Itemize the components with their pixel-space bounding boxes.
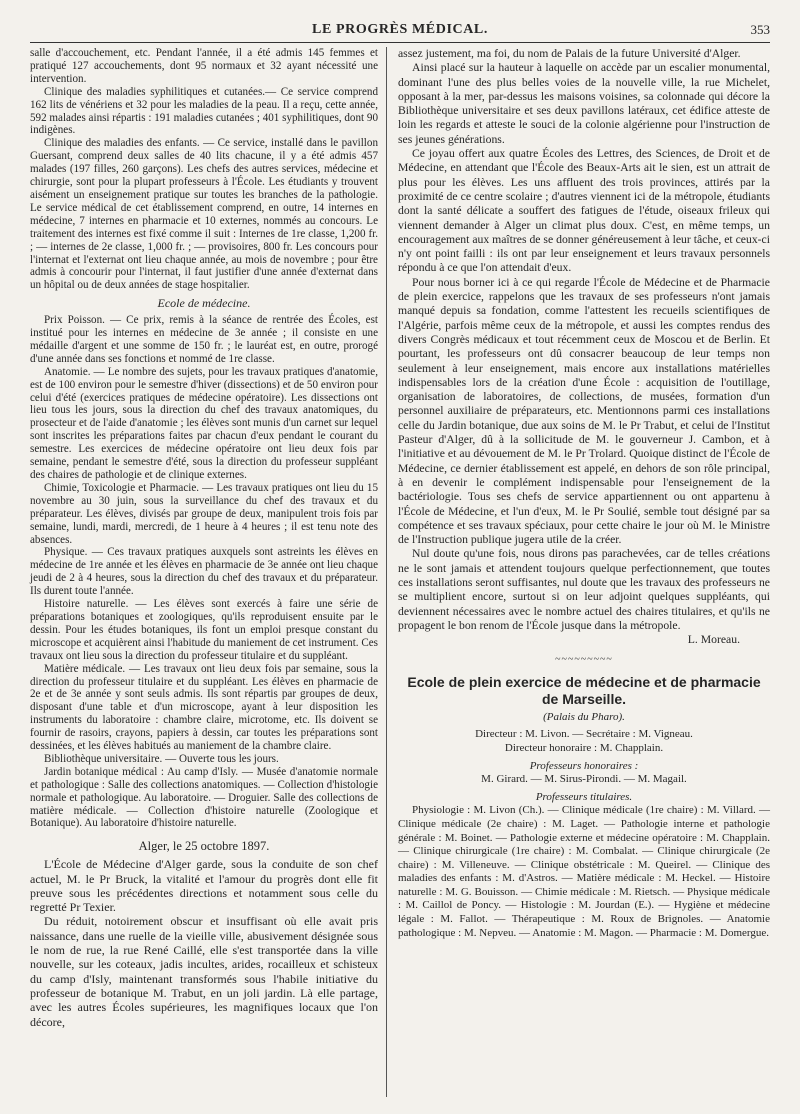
- titular-professors-heading: Professeurs titulaires.: [535, 790, 633, 803]
- column-divider: [386, 47, 387, 1097]
- paragraph: Du réduit, notoirement obscur et insuffisant où elle avait pris naissance, dans une ruelle de la vieille ville, abusivement désignée sous le nom de rue, la rue René Caillé, elle s'est transportée dans la ville nouvelle, sur les coteaux, jadis incultes, arides, rocailleux et schisteux du camp d'Isly, maintenant transformés sous l'habile initiative du professeur de botanique M. Trabut, en un joli jardin. Là elle partage, avec les autres Écoles supérieures, les magnifiques locaux que l'on décore,: [30, 914, 378, 1029]
- right-column: [398, 47, 770, 940]
- honorary-professors-list: M. Girard. — M. Sirus-Pirondi. — M. Magail.: [481, 773, 687, 786]
- paragraph: Prix Poisson. — Ce prix, remis à la séance de rentrée des Écoles, est institué pour les internes en médecine de 3e année ; il consiste en une médaille d'argent et une somme de 150 fr. ; le lauréat est, en outre, prorogé d'une année dans ses fonctions et nommé de 1re classe.: [30, 314, 378, 365]
- paragraph: Clinique des maladies syphilitiques et cutanées.— Ce service comprend 162 lits de vénériens et 32 pour les maladies de la peau. Il a reçu, cette année, 592 malades ainsi répartis : 191 maladies cutanées ; 401 syphilitiques, dont 90 indigènes.: [30, 85, 378, 137]
- left-column: [30, 47, 378, 1029]
- paragraph: Clinique des maladies des enfants. — Ce service, installé dans le pavillon Guersant, comprend deux salles de 40 lits chacune, il y a été admis 457 malades (197 filles, 260 garçons). Les chefs des autres services, médecine et chirurgie, sont pour la plupart professeurs à l'École. Les étudiants y trouvent aisément un enseignement pratique sur toutes les branches de la pathologie. Le service médical de cet établissement comprend, en outre, 14 internes en médecine, 7 internes en pharmacie et 10 externes, nommés au concours. Le traitement des internes est fixé comme il suit : Internes de 1re classe, 1,200 fr. ; — internes de 2e classe, 1,000 fr. ; — provisoires, 800 fr. Les concours pour l'internat et l'externat ont lieu chaque année, au mois de novembre ; pour être admis à concourir pour l'internat, il faut justifier d'une année d'externat dans un hôpital ou de deux années de stage hospitalier.: [30, 137, 378, 292]
- paragraph: Pour nous borner ici à ce qui regarde l'École de Médecine et de Pharmacie de plein exercice, rappelons que les travaux de ses professeurs n'ont jamais manqué depuis sa fondation, comme l'attestent les recueils scientifiques de l'Algérie, parfois même ceux de la métropole, et aussi les comptes rendus des divers Congrès médicaux et tout récemment ceux de Moscou et de Berlin. Et pourtant, les professeurs ont dû consacrer beaucoup de leur temps non seulement à leur enseignement, mais encore aux installations matérielles indispensables lors de la création d'une École : acquisition de l'outillage, organisation de laboratoires, de collections, de musées, formation d'un personnel auxiliaire de préparateurs, etc. Mentionnons parmi ces installations celle du Jardin botanique, due aux soins de M. le Pr Trabut, et celui de l'Institut Pasteur d'Alger, dû à la sollicitude de M. le gouverneur J. Cambon, et à l'initiative et au dévouement de M. le Pr Trolard. Quoique distinct de l'École de Médecine, ce dernier établissement est appelé, en dehors de son rôle principal, à en devenir le complément indispensable pour l'enseignement de la bactériologie. Tous ses chefs de service appartiennent ou ont appartenu à l'École de Médecine, et l'un d'eux, M. le Pr Soulié, semble tout désigné par sa compétence et ses travaux spéciaux, pour cette chaire le jour où M. le Ministre de l'Instruction publique jugera utile de la créer.: [398, 275, 770, 547]
- paragraph: L'École de Médecine d'Alger garde, sous la conduite de son chef actuel, M. le Pr Bruck, la vitalité et l'amour du progrès dont elle fit preuve sous les précédentes directions et notamment sous celle du regretté Pr Texier.: [30, 857, 378, 915]
- dateline: Alger, le 25 octobre 1897.: [138, 839, 270, 854]
- section-title: Ecole de plein exercice de médecine et de pharmacie de Marseille.: [407, 673, 761, 707]
- section-heading: Ecole de médecine.: [157, 296, 251, 311]
- separator-ornament: ~~~~~~~~~: [555, 654, 613, 666]
- paragraph: Nul doute qu'une fois, nous dirons pas parachevées, car de telles créations ne le sont jamais et attendent toujours quelque perfectionnement, que toutes ces installations seront suffisantes, nul doute que les travaux des professeurs ne se multiplient encore, surtout si on leur adjoint quelques suppléants, qui deviennent nécessaires avec le nombre actuel des chaires titulaires, et qu'ils ne propagent le bon renom de l'École jusque dans la métropole.: [398, 547, 770, 632]
- paragraph: Anatomie. — Le nombre des sujets, pour les travaux pratiques d'anatomie, est de 100 environ pour le semestre d'hiver (dissections) et de 50 environ pour celui d'été (exercices pratiques de médecine opératoire). Les dissections ont lieu tous les jours, sous la direction du chef des travaux anatomiques, du prosecteur et de l'aide d'anatomie ; les élèves sont munis d'un carnet sur lequel sont inscrites les préparations faites par chacun d'eux pendant le courant du semestre. Les exercices de médecine opératoire ont lieu deux fois par semaine, pendant le semestre d'été, sous la direction du professeur suppléant des chaires de pathologie et de clinique externes.: [30, 365, 378, 481]
- paragraph: assez justement, ma foi, du nom de Palais de la future Université d'Alger.: [398, 47, 741, 60]
- paragraph: salle d'accouchement, etc. Pendant l'année, il a été admis 145 femmes et pratiqué 127 accouchements, dont 95 normaux et 32 ayant nécessité une intervention.: [30, 47, 378, 85]
- paragraph: Chimie, Toxicologie et Pharmacie. — Les travaux pratiques ont lieu du 15 novembre au 30 juin, sous la surveillance du chef des travaux et du préparateur. Les élèves, divisés par groupe de deux, manipulent trois fois par semaine, lundi, mardi, mercredi, de 1 heure à 4 heures ; il est tenu note des absences.: [30, 481, 378, 546]
- paragraph: Physique. — Ces travaux pratiques auxquels sont astreints les élèves en médecine de 1re année et les élèves en pharmacie de 3e année ont lieu chaque jeudi de 2 à 4 heures, sous la direction du chef des travaux et du préparateur. Ils durent toute l'année.: [30, 546, 378, 598]
- paragraph: Bibliothèque universitaire. — Ouverte tous les jours.: [44, 752, 279, 765]
- page-number: 353: [750, 22, 770, 37]
- director-line: Directeur : M. Livon. — Secrétaire : M. Vigneau.: [475, 728, 693, 741]
- paragraph: Histoire naturelle. — Les élèves sont exercés à faire une série de préparations botaniques et zoologiques, qu'ils reproduisent ensuite par le dessin. Pour les études botaniques, ils font un emploi presque constant du microscope et acquièrent ainsi l'habitude du maniement de cet instrument. Ces travaux ont lieu sous la direction du professeur titulaire et du suppléant.: [30, 598, 378, 662]
- paragraph: Jardin botanique médical : Au camp d'Isly. — Musée d'anatomie normale et pathologique : Salle des collections anatomiques. — Collection d'histologie normale et pathologique. Au laboratoire. — Droguier. Salle des collections de matière médicale. — Collection d'histoire naturelle (Zoologique et Botanique). Au laboratoire d'histoire naturelle.: [30, 765, 378, 830]
- author-signature: L. Moreau.: [687, 633, 740, 647]
- titular-professors-list: Physiologie : M. Livon (Ch.). — Clinique médicale (1re chaire) : M. Villard. — Clinique médicale (2e chaire) : M. Laget. — Pathologie interne et pathologie générale : M. Boinet. — Pathologie externe et médecine opératoire : M. Chapplain. — Clinique chirurgicale (1re chaire) : M. Combalat. — Clinique chirurgicale (2e chaire) : M. Villeneuve. — Clinique obstétricale : M. Queirel. — Clinique des maladies des enfants : M. d'Astros. — Matière médicale : M. Heckel. — Histoire naturelle : M. G. Bouisson. — Chimie médicale : M. Rietsch. — Physique médicale : M. Caillol de Poncy. — Histologie : M. Jourdan (E.). — Hygiène et médecine légale : M. Fallot. — Thérapeutique : M. Roux de Brignoles. — Anatomie pathologique : M. Nepveu. — Anatomie : M. Magon. — Pharmacie : M. Domergue.: [398, 804, 770, 939]
- paragraph: Matière médicale. — Les travaux ont lieu deux fois par semaine, sous la direction du professeur titulaire et du suppléant. Les élèves en pharmacie de 2e et de 3e année y sont seuls admis. Ils sont répartis par groupes de deux, disposant d'une table et d'un microscope, ayant à leur disposition les instruments du laboratoire : chambre claire, microtome, etc. Ils doivent se fournir de rasoirs, crayons, papiers à dessin, car toutes les préparations sont dessinées, et les élèves habitués au maniement de la chambre claire.: [30, 662, 378, 753]
- section-subtitle: (Palais du Pharo).: [543, 710, 625, 723]
- paragraph: Ainsi placé sur la hauteur à laquelle on accède par un escalier monumental, dominant l'une des plus belles voies de la nouvelle ville, la rue Michelet, opposant à la mer, par-dessus les maisons voisines, sa colonnade qui décore la Bibliothèque universitaire et ses deux pavillons latéraux, cet édifice atteste de loin les regards et atteste le souci de la colonie algérienne pour l'instruction de ses jeunes générations.: [398, 61, 770, 146]
- journal-title: LE PROGRÈS MÉDICAL.: [312, 22, 488, 37]
- paragraph: Ce joyau offert aux quatre Écoles des Lettres, des Sciences, de Droit et de Médecine, en attendant que l'École des Beaux-Arts ait le sien, est un attrait de plus pour les élèves. Les uns affluent des trois provinces, attirés par la proximité de ce centre scolaire ; d'autres viennent ici de la métropole, étudiants dont la santé délicate a souffert des fatigues de l'étude, oiseaux frileux qui viennent demander à Alger un climat plus doux. C'est, en même temps, un encouragement aux maîtres de se donner généreusement à leur tâche, et ceux-ci n'y ont point failli : ils ont par leur enseignement et leurs travaux personnels répondu à ce que l'on attendait d'eux.: [398, 147, 770, 275]
- honorary-professors-heading: Professeurs honoraires :: [529, 759, 639, 772]
- director-honorary-line: Directeur honoraire : M. Chapplain.: [504, 741, 664, 754]
- running-head: [30, 22, 770, 43]
